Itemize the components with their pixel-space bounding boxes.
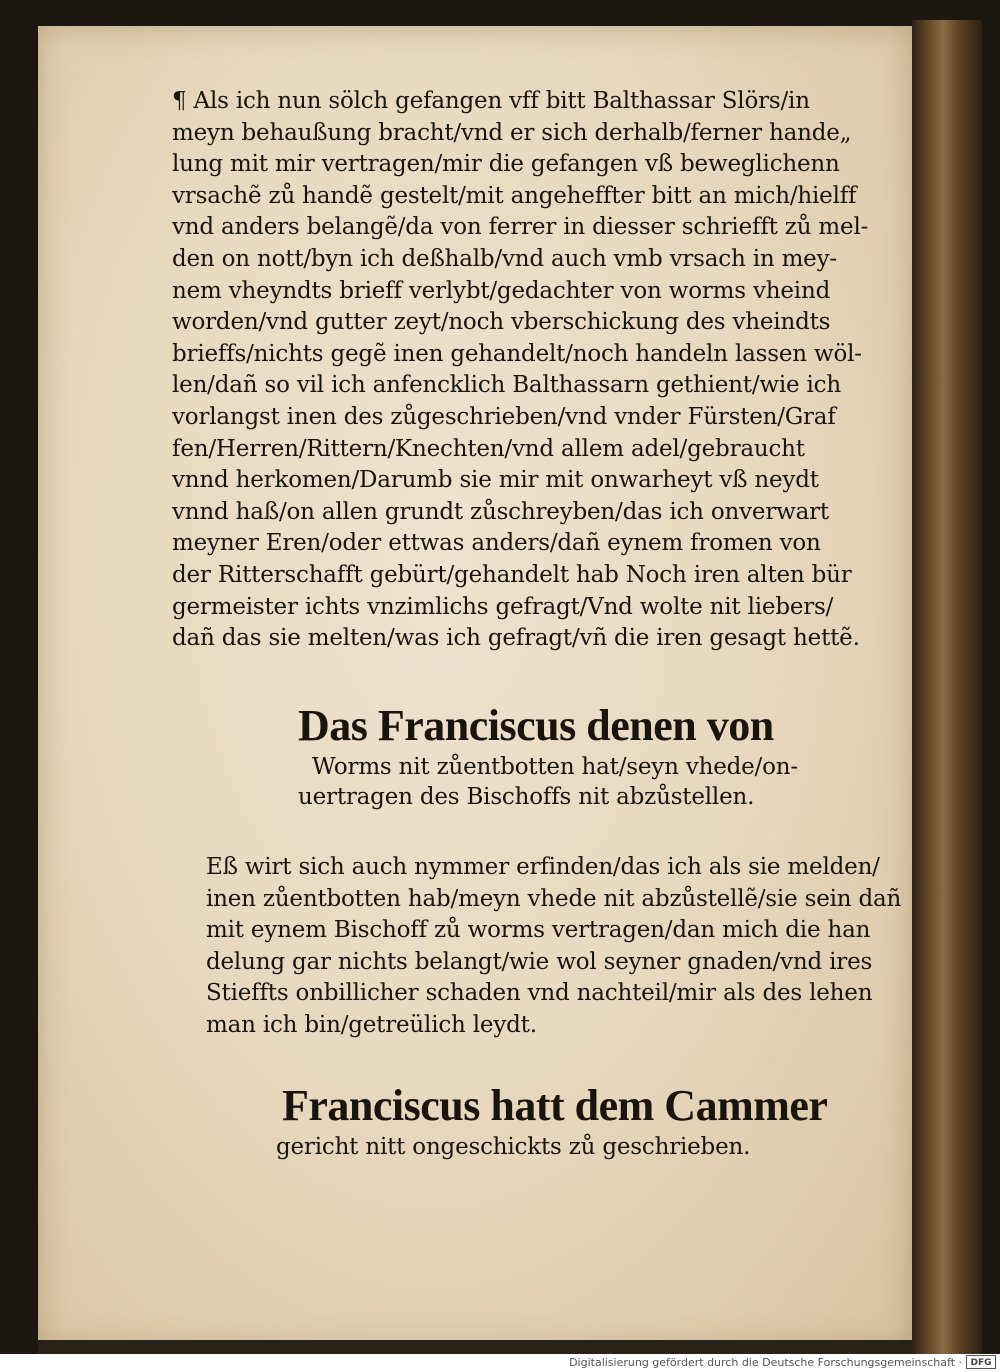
text-line: germeister ichts vnzimlichs gefragt/Vnd wolte nit liebers/ <box>172 593 834 620</box>
heading-subtitle <box>298 752 878 812</box>
text-line: vnnd herkomen/Darumb sie mir mit onwarheyt vß neydt <box>172 467 819 494</box>
text-line: worden/vnd gutter zeyt/noch vberschickung des vheindts <box>172 309 831 336</box>
text-line: uertragen des Bischoffs nit abzůstellen. <box>298 784 755 810</box>
paragraph-2 <box>206 852 902 1041</box>
text-line: Eß wirt sich auch nymmer erfinden/das ich als sie melden/ <box>206 854 880 880</box>
text-line: vnnd haß/on allen grundt zůschreyben/das ich onverwart <box>172 498 829 525</box>
text-line: fen/Herren/Rittern/Knechten/vnd allem adel/gebraucht <box>172 435 805 462</box>
text-line: man ich bin/getreülich leydt. <box>206 1011 537 1038</box>
text-line: der Ritterschafft gebürt/gehandelt hab Noch iren alten bür <box>172 561 852 588</box>
footer-bar <box>0 1354 1000 1372</box>
text-line: ¶ Als ich nun sölch gefangen vff bitt Balthassar Slörs/in <box>172 88 810 114</box>
text-line: delung gar nichts belangt/wie wol seyner gnaden/vnd ires <box>206 948 873 975</box>
footer-credit: Digitalisierung gefördert durch die Deutsche Forschungsgemeinschaft · <box>569 1356 962 1369</box>
page-bottom-edge <box>38 1340 912 1354</box>
paragraph-1-text <box>172 86 872 655</box>
section-heading-2 <box>276 1080 882 1162</box>
text-line: nem vheyndts brieff verlybt/gedachter von worms vheind <box>172 277 831 304</box>
text-line: Stieffts onbillicher schaden vnd nachteil/mir als des lehen <box>206 980 873 1006</box>
paragraph-2-text <box>206 852 902 1041</box>
text-line: meyner Eren/oder ettwas anders/dañ eynem fromen von <box>172 530 821 557</box>
text-line: vnd anders belangẽ/da von ferrer in diesser schriefft zů mel‐ <box>172 214 869 241</box>
text-line: brieffs/nichts gegẽ inen gehandelt/noch handeln lassen wöl‐ <box>172 340 862 367</box>
text-line: den on nott/byn ich deßhalb/vnd auch vmb vrsach in mey‐ <box>172 245 837 272</box>
heading-subtitle <box>276 1132 882 1162</box>
dfg-logo: DFG <box>966 1355 996 1369</box>
text-line: gericht nitt ongeschickts zů geschrieben. <box>276 1134 751 1160</box>
text-line: vorlangst inen des zůgeschrieben/vnd vnder Fürsten/Graf <box>172 403 836 430</box>
heading-title: Franciscus hatt dem Cammer <box>282 1081 828 1130</box>
text-line: dañ das sie melten/was ich gefragt/vñ die iren gesagt hettẽ. <box>172 625 860 652</box>
heading-title: Das Franciscus denen von <box>298 701 774 750</box>
text-line: inen zůentbotten hab/meyn vhede nit abzůstellẽ/sie sein dañ <box>206 885 902 912</box>
text-line: vrsachẽ zů handẽ gestelt/mit angeheffter bitt an mich/hielff <box>172 182 857 209</box>
paragraph-1 <box>172 86 872 655</box>
section-heading-1 <box>298 700 878 812</box>
text-line: lung mit mir vertragen/mir die gefangen vß beweglichenn <box>172 151 840 178</box>
text-line: len/dañ so vil ich anfencklich Balthassarn gethient/wie ich <box>172 372 841 399</box>
text-line: meyn behaußung bracht/vnd er sich derhalb/ferner hande„ <box>172 119 852 146</box>
text-line: mit eynem Bischoff zů worms vertragen/dan mich die han <box>206 917 871 943</box>
book-edge <box>912 20 982 1354</box>
text-line: Worms nit zůentbotten hat/seyn vhede/on‐ <box>312 754 798 780</box>
